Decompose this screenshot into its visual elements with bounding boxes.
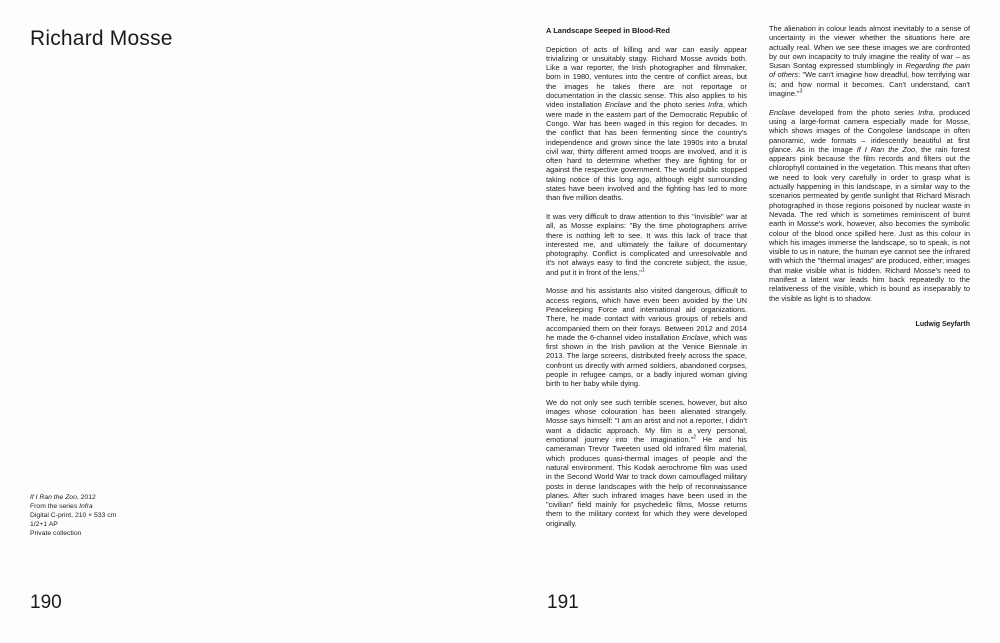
essay-heading: A Landscape Seeped in Blood-Red [546,26,670,35]
caption-line-edition: 1/2+1 AP [30,521,58,528]
essay-column-1 [546,26,747,528]
caption-line-title: If I Ran the Zoo, 2012 [30,494,96,501]
essay-paragraph: Depiction of acts of killing and war can easily appear trivializing or unsuitably stagy. Richard Mosse avoids both. Like a war reporter, the Irish photographer and filmmaker, born in 1980, ventures into the centre of conflict areas, but the images he takes there are not reportage or documentation in the classic sense. This also applies to his video installation Enclave and the photo series Infra, which were made in the eastern part of the Democratic Republic of Congo. War has been waged in this region for decades. In the conflict that has been fermenting since the country's independence and grown since the late 1990s into a brutal civil war, thirty different armed troops are involved, and it is often hard to determine whether they are fighting for or against the respective government. The world public stopped taking notice of this long ago, although eight surrounding states have been involved and the fighting has led to more than five million deaths. [546,44,747,203]
essay-paragraph: It was very difficult to draw attention to this "invisible" war at all, as Mosse explains: "By the time photographers arrive there is nothing left to see. It was this lack of trace that interested me, and ultimately the failure of documentary photography. Conflict is complicated and unresolvable and it's not always easy to find the concrete subject, the issue, and put it in front of the lens."$^1$ [546,211,747,277]
essay-paragraph: We do not only see such terrible scenes, however, but also images whose colouration has been alienated strangely. Mosse says himself: "I am an artist and not a reporter, I didn't want a didactic approach. My film is a very personal, emotional journey into the imagination."$^2$ He and his cameraman Trevor Tweeten used old infrared film material, which produces quasi-thermal images of people and the natural environment. This Kodak aerochrome film was used in the Second World War to track down camouflaged military posts in dense landscapes with the help of reconnaissance planes. After such infrared images have been used in the "civilian" field mainly for psychedelic films, Mosse returns them to the military context for which they were developed originally. [546,397,748,528]
essay-paragraph: Mosse and his assistants also visited dangerous, difficult to access regions, which have even been avoided by the UN Peacekeeping Force and international aid organizations. There, he made contact with various groups of rebels and accompanied them on their forays. Between 2012 and 2014 he made the 6-channel video installation Enclave, which was first shown in the Irish pavilion at the Venice Biennale in 2013. The large screens, distributed freely across the space, confront us directly with armed soldiers, abandoned corpses, people in refugee camps, or a badly injured woman giving birth to her baby while dying. [546,286,747,389]
page-title: Richard Mosse [30,27,173,50]
essay-paragraph: The alienation in colour leads almost inevitably to a sense of uncertainty in the viewer whether the situations here are actually real. When we see these images we are confronted by our own incapacity to truly imagine the reality of war – as Susan Sontag expressed stumblingly in Regarding the pain of others: "We can't imagine how dreadful, how terrifying war is; and how normal it becomes. Can't understand, can't imagine."$^3$ [769,24,970,99]
page-number-left: 190 [30,592,62,613]
artwork-caption [30,493,210,538]
author-byline: Ludwig Seyfarth [915,320,970,328]
caption-line-medium: Digital C-print, 210 × 533 cm [30,512,117,519]
caption-line-collection: Private collection [30,530,82,537]
page-number-right: 191 [547,592,579,613]
essay-column-2 [769,24,970,329]
essay-paragraph: Enclave developed from the photo series Infra, produced using a large-format camera especially made for Mosse, which shows images of the Congolese landscape in often panoramic, wide formats – iridescently beautiful at first glance. As in the image If I Ran the Zoo, the rain forest appears pink because the film records and filters out the chlorophyll contained in the vegetation. This means that often we need to look very carefully in order to grasp what is actually happening in this landscape, in a similar way to the scenarios permeated by gentle sunlight that Richard Misrach photographed in those regions poisoned by nuclear waste in Nevada. The red which is sometimes reminiscent of burnt earth in Mosse's work, however, also becomes the symbolic colour of the blood once spilled here. Just as this colour in which his images immerse the landscape, so to speak, is not visible to us in nature, the human eye cannot see the infrared with which the "thermal images" are produced, either; images that make visible what is hidden. Richard Mosse's need to manifest a latent war leads him back repeatedly to the relativeness of the visible, which is bound as inseparably to the visible as light is to shadow. [769,107,970,303]
caption-line-series: From the series Infra [30,503,93,510]
